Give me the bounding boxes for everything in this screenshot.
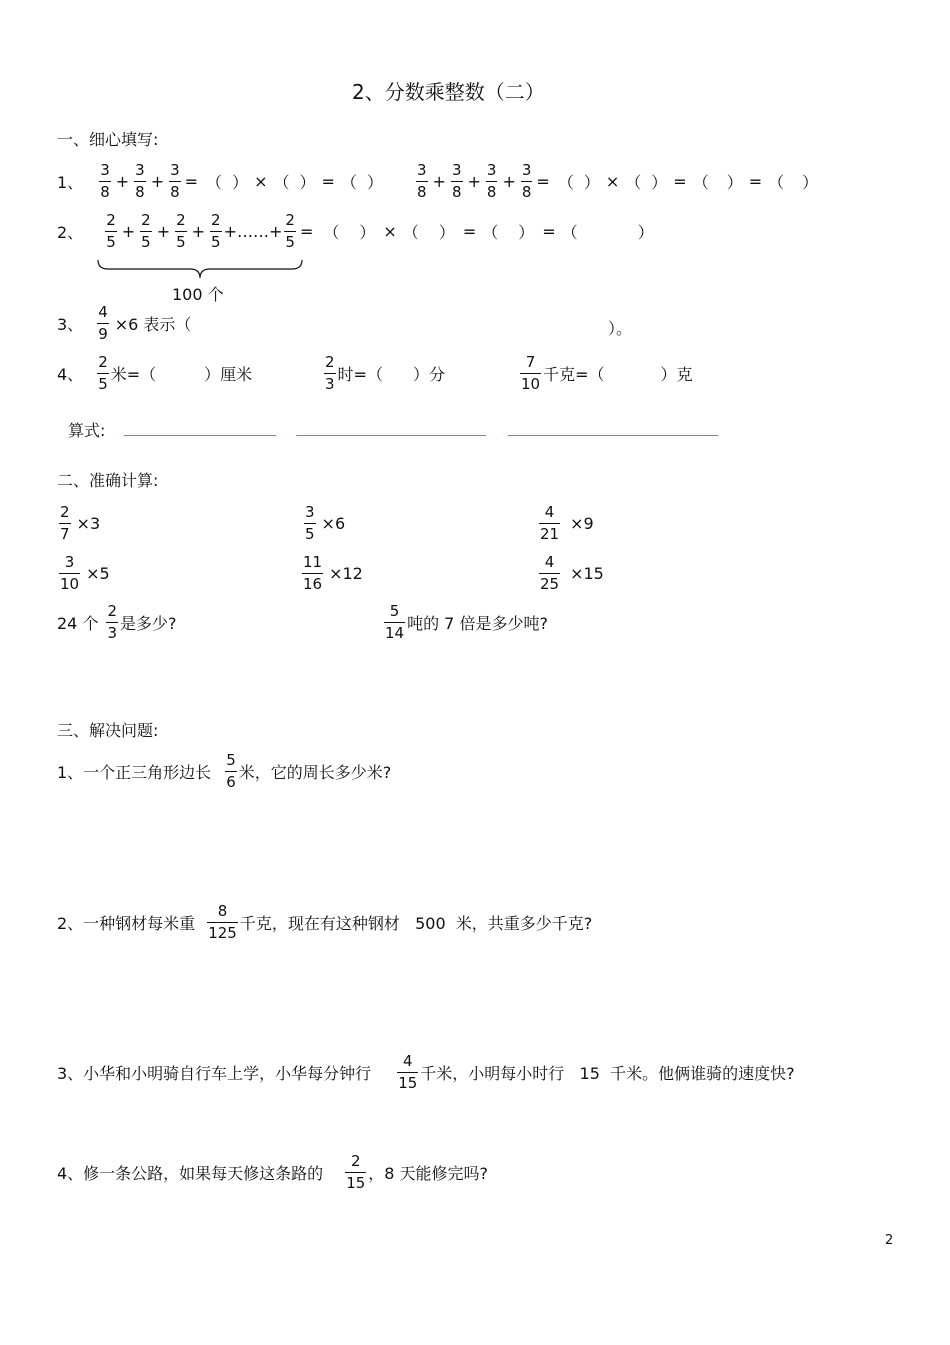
calc-item: $\frac{4}{25}$ ×15 bbox=[540, 553, 604, 593]
q3-number: 3、 bbox=[57, 315, 84, 334]
calc-item: $\frac{3}{10}$ ×5 bbox=[60, 553, 110, 593]
fraction: $\frac{2}{5}$ bbox=[285, 211, 295, 251]
blank-open: （ bbox=[340, 173, 357, 192]
answer-line bbox=[124, 435, 276, 436]
answer-line bbox=[508, 435, 718, 436]
section-2-heading: 二、准确计算: bbox=[57, 471, 159, 490]
section-1-heading: 一、细心填写: bbox=[57, 130, 159, 149]
plus-sign: + bbox=[150, 172, 165, 191]
brace-icon bbox=[96, 258, 304, 280]
fraction: $\frac{3}{8}$ bbox=[486, 161, 497, 201]
blank-close: ） bbox=[366, 173, 383, 192]
q3-text: ×6 表示（ bbox=[114, 315, 192, 334]
equals-sign: = bbox=[321, 172, 335, 191]
q3-line bbox=[57, 305, 191, 342]
section-3-heading: 三、解决问题: bbox=[57, 721, 159, 740]
q4-line-b: $\frac{2}{3}$ 时=（ ）分 bbox=[325, 353, 445, 393]
answer-line bbox=[296, 435, 486, 436]
page-number: 2 bbox=[885, 1233, 894, 1248]
q3-close: ）。 bbox=[608, 319, 633, 338]
blank-open: （ bbox=[206, 173, 223, 192]
fraction: $\frac{3}{8}$ bbox=[100, 161, 110, 201]
plus-sign: + bbox=[115, 172, 130, 191]
equals-sign: = bbox=[184, 172, 199, 191]
q2-line: 2、 $\frac{2}{5}$ + $\frac{2}{5}$ + $\frac{2}{5}$ + $\frac{2}{5}$ +……+ $\frac{2}{5}$ = （ ） × （ ） = （ ） = （ ） bbox=[57, 211, 654, 251]
blank-close: ） bbox=[232, 173, 249, 192]
fraction: $\frac{4}{9}$ bbox=[98, 303, 108, 343]
calc-item: $\frac{4}{21}$ ×9 bbox=[540, 503, 594, 543]
brace-label: 100 个 bbox=[172, 285, 224, 304]
q1-line-b: $\frac{3}{8}$ + $\frac{3}{8}$ + $\frac{3}{8}$ + $\frac{3}{8}$ = （ ） × （ ） = （ ） = （ ） bbox=[417, 161, 819, 201]
fraction: $\frac{2}{5}$ bbox=[176, 211, 186, 251]
q1-number: 1、 bbox=[57, 173, 84, 192]
q2-number: 2、 bbox=[57, 223, 84, 242]
formula-label: 算式: bbox=[68, 421, 106, 440]
calc-item: $\frac{11}{16}$ ×12 bbox=[303, 553, 363, 593]
calc-item: $\frac{3}{5}$ ×6 bbox=[305, 503, 346, 543]
times-sign: × bbox=[254, 172, 268, 191]
problem-1: 1、一个正三角形边长 $\frac{5}{6}$ 米，它的周长多少米? bbox=[57, 751, 392, 791]
blank-close: ） bbox=[299, 173, 316, 192]
fraction: $\frac{3}{8}$ bbox=[417, 161, 427, 201]
q1-line bbox=[57, 163, 383, 200]
q4-number: 4、 bbox=[57, 365, 84, 384]
fraction: $\frac{3}{8}$ bbox=[170, 161, 180, 201]
ellipsis-plus: +……+ bbox=[223, 222, 283, 241]
problem-2: 2、一种钢材每米重 $\frac{8}{125}$ 千克，现在有这种钢材 500 米，共重多少千克? bbox=[57, 902, 593, 942]
q4-line: 4、 $\frac{2}{5}$ 米=（ ）厘米 bbox=[57, 353, 253, 393]
calc-word-q8: $\frac{5}{14}$ 吨的 7 倍是多少吨? bbox=[385, 602, 548, 642]
fraction: $\frac{2}{5}$ bbox=[98, 353, 108, 393]
blank-open: （ bbox=[273, 173, 290, 192]
q4-line-c: $\frac{7}{10}$ 千克=（ ）克 bbox=[521, 353, 693, 393]
fraction: $\frac{3}{8}$ bbox=[521, 161, 532, 201]
calc-item: $\frac{2}{7}$ ×3 bbox=[60, 503, 101, 543]
fraction: $\frac{2}{5}$ bbox=[211, 211, 221, 251]
fraction: $\frac{2}{3}$ bbox=[325, 353, 335, 393]
page-title: 2、分数乘整数（二） bbox=[352, 80, 545, 104]
problem-3: 3、小华和小明骑自行车上学，小华每分钟行 $\frac{4}{15}$ 千米，小明每小时行 15 千米。他俩谁骑的速度快? bbox=[57, 1052, 795, 1092]
problem-4: 4、修一条公路，如果每天修这条路的 $\frac{2}{15}$ ，8 天能修完吗? bbox=[57, 1152, 489, 1192]
fraction: $\frac{7}{10}$ bbox=[521, 353, 541, 393]
fraction: $\frac{2}{5}$ bbox=[106, 211, 116, 251]
fraction: $\frac{2}{5}$ bbox=[141, 211, 151, 251]
fraction: $\frac{3}{8}$ bbox=[451, 161, 462, 201]
calc-word-q7: 24 个 $\frac{2}{3}$ 是多少? bbox=[57, 602, 177, 642]
fraction: $\frac{3}{8}$ bbox=[135, 161, 145, 201]
